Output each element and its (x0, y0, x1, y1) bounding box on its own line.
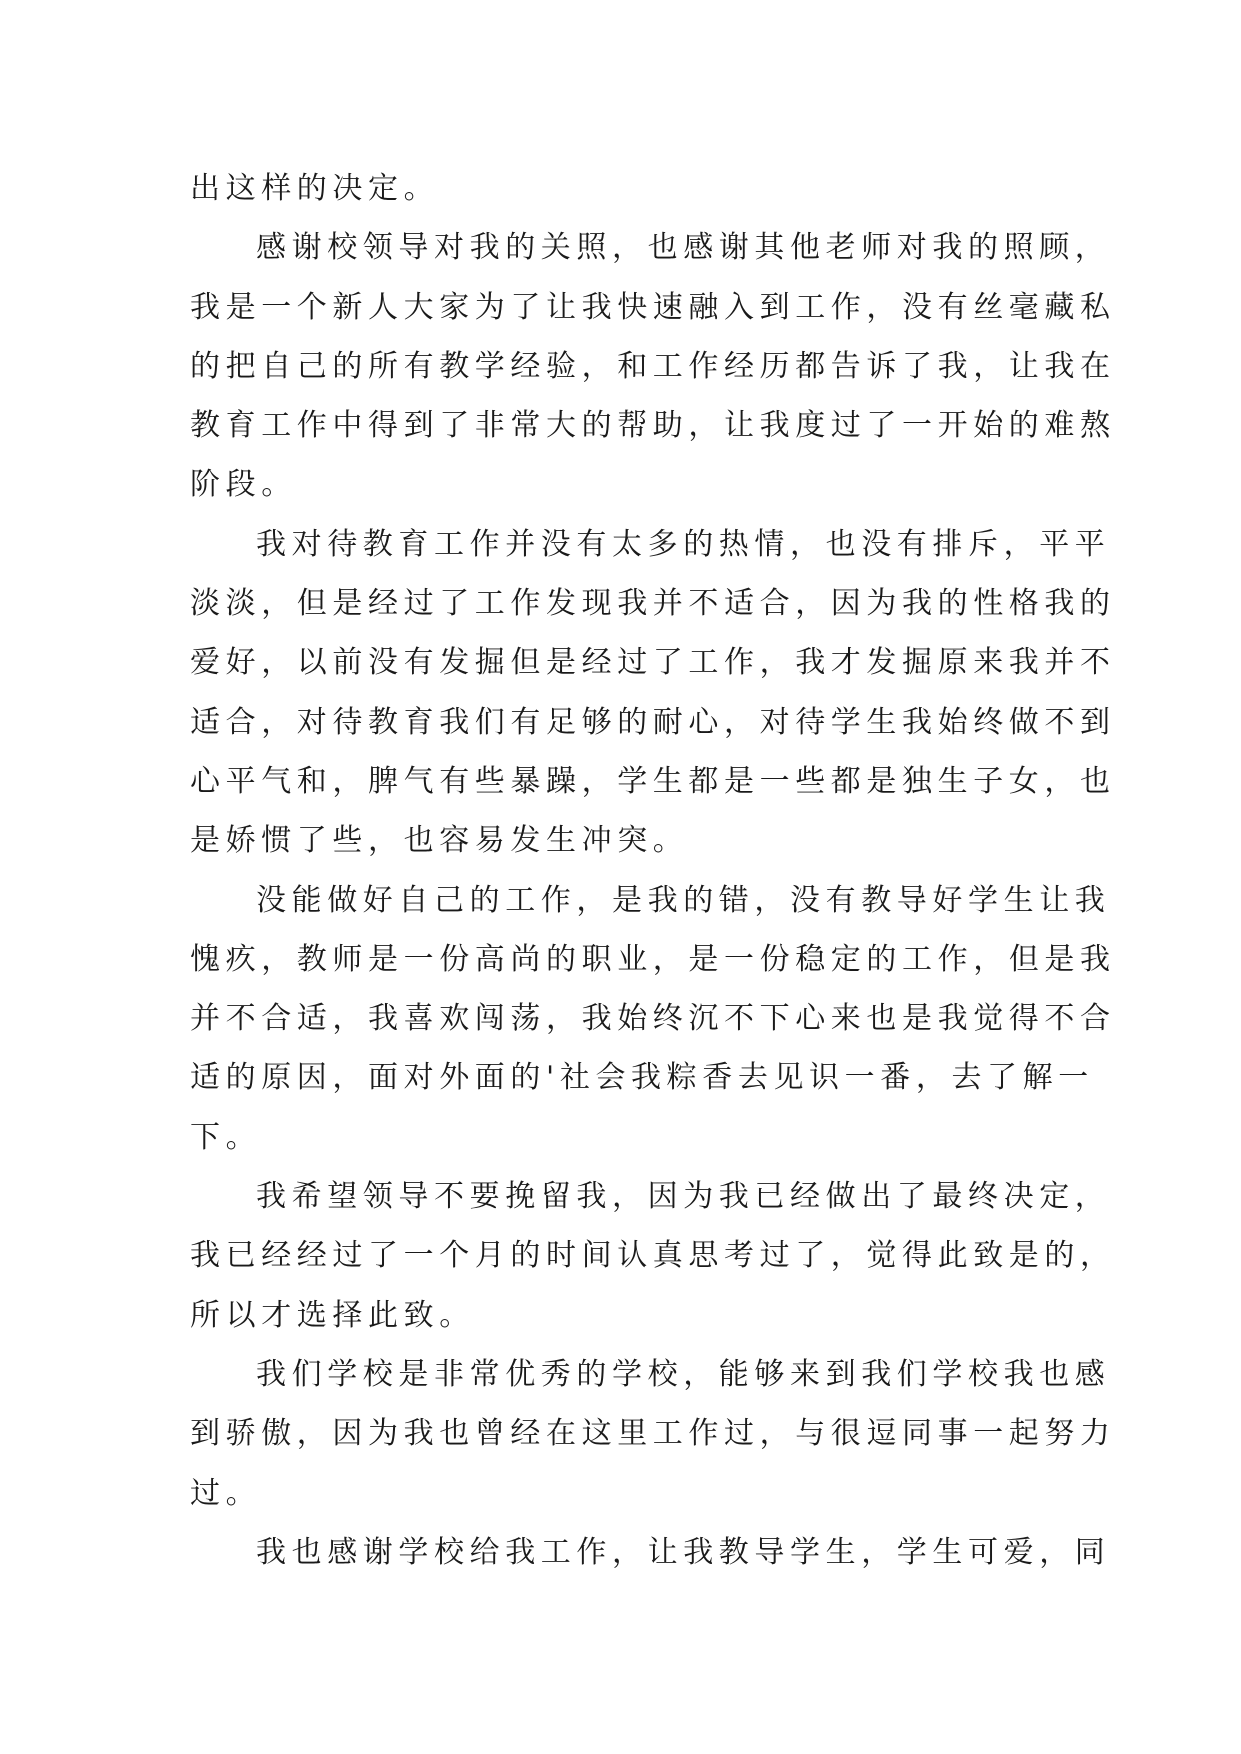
text-line: 阶段。 (190, 467, 297, 503)
document-body (190, 159, 1116, 1582)
text-line: 我也感谢学校给我工作，让我教导学生，学生可爱，同 (256, 1534, 1111, 1570)
paragraph (190, 218, 1116, 514)
text-line: 我希望领导不要挽留我，因为我已经做出了最终决定， (256, 1179, 1111, 1215)
text-line: 愧疚，教师是一份高尚的职业，是一份稳定的工作，但是我 (190, 941, 1116, 977)
text-line: 并不合适，我喜欢闯荡，我始终沉不下心来也是我觉得不合 (190, 1001, 1116, 1037)
text-line: 所以才选择此致。 (190, 1297, 475, 1333)
text-line: 我是一个新人大家为了让我快速融入到工作，没有丝毫藏私 (190, 289, 1116, 325)
text-line: 没能做好自己的工作，是我的错，没有教导好学生让我 (256, 882, 1111, 918)
text-line: 心平气和，脾气有些暴躁，学生都是一些都是独生子女，也 (190, 763, 1116, 799)
paragraph (190, 1167, 1116, 1345)
text-line: 是娇惯了些，也容易发生冲突。 (190, 823, 689, 859)
text-line: 出这样的决定。 (190, 171, 440, 206)
text-line: 下。 (190, 1119, 262, 1155)
paragraph (190, 515, 1116, 871)
text-line: 我已经经过了一个月的时间认真思考过了，觉得此致是的， (190, 1238, 1116, 1274)
text-line: 教育工作中得到了非常大的帮助，让我度过了一开始的难熬 (190, 408, 1116, 444)
paragraph (190, 159, 1060, 218)
text-line: 感谢校领导对我的关照，也感谢其他老师对我的照顾， (256, 230, 1111, 266)
text-line: 适合，对待教育我们有足够的耐心，对待学生我始终做不到 (190, 704, 1116, 740)
text-line: 爱好，以前没有发掘但是经过了工作，我才发掘原来我并不 (190, 645, 1116, 681)
paragraph (190, 871, 1116, 1167)
paragraph (190, 1523, 1111, 1582)
text-line: 到骄傲，因为我也曾经在这里工作过，与很逗同事一起努力 (190, 1416, 1116, 1452)
text-line: 的把自己的所有教学经验，和工作经历都告诉了我，让我在 (190, 348, 1116, 384)
text-line: 我们学校是非常优秀的学校，能够来到我们学校我也感 (256, 1356, 1111, 1392)
text-line: 淡淡，但是经过了工作发现我并不适合，因为我的性格我的 (190, 586, 1116, 622)
text-line: 我对待教育工作并没有太多的热情，也没有排斥，平平 (256, 526, 1111, 562)
text-line: 过。 (190, 1475, 262, 1511)
paragraph (190, 1345, 1116, 1523)
text-line: 适的原因，面对外面的'社会我粽香去见识一番，去了解一 (190, 1060, 1094, 1096)
